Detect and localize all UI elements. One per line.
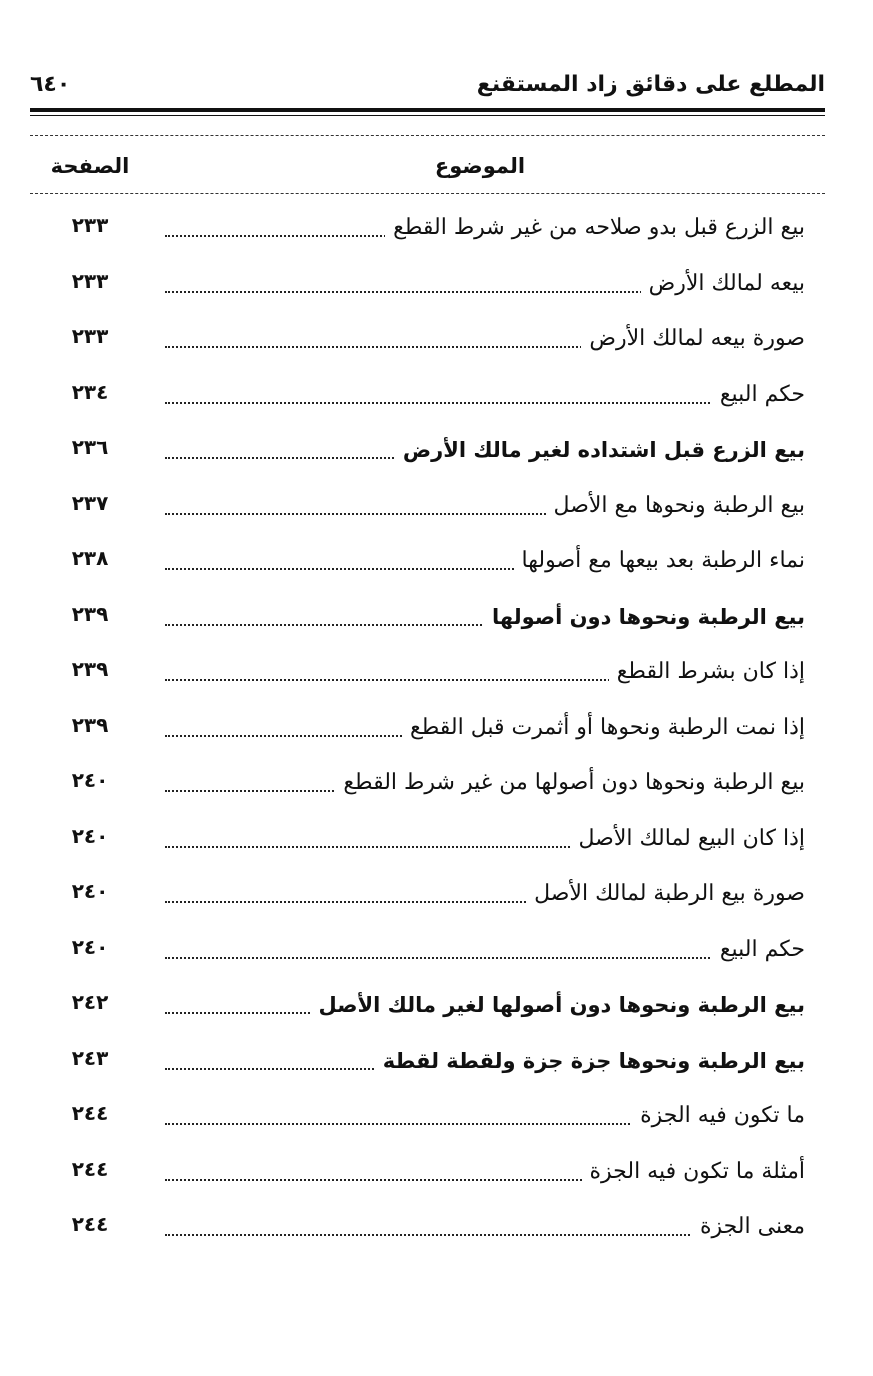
toc-entry-page: ٢٣٦: [71, 435, 109, 459]
dashed-rule-bottom: [30, 193, 825, 194]
toc-entry-heading: [30, 985, 805, 1041]
toc-entry: [30, 264, 805, 320]
toc-entry-page: ٢٤٤: [71, 1156, 109, 1181]
toc-entry-page: ٢٣٣: [71, 324, 109, 348]
toc-entry: [30, 652, 805, 708]
toc-entry-title: أمثلة ما تكون فيه الجزة: [582, 1152, 806, 1192]
toc-entry-page: ٢٤٣: [71, 1045, 109, 1070]
toc-entry-title: بيع الزرع قبل بدو صلاحه من غير شرط القطع: [385, 208, 805, 248]
running-header: [30, 68, 825, 104]
toc-entry-title: معنى الجزة: [692, 1207, 805, 1247]
toc-entry-page: ٢٣٨: [71, 546, 109, 570]
toc-entry: [30, 708, 805, 764]
header-rule-thick: [30, 108, 825, 112]
toc-entry-title: صورة بيعه لمالك الأرض: [581, 319, 805, 359]
toc-entry-page: ٢٤٤: [71, 1212, 109, 1236]
dashed-rule-top: [30, 135, 825, 136]
toc-entry-title: بيع الرطبة ونحوها جزة جزة ولقطة لقطة: [375, 1041, 805, 1081]
column-heading-page: الصفحة: [50, 154, 130, 178]
toc-entry: [30, 541, 805, 597]
toc-entry: [30, 1152, 805, 1208]
toc-entry: [30, 319, 805, 375]
toc-entry-page: ٢٣٧: [71, 490, 109, 515]
toc-entry-title: إذا نمت الرطبة ونحوها أو أثمرت قبل القطع: [402, 708, 805, 748]
toc-entry-title: إذا كان البيع لمالك الأصل: [571, 819, 806, 859]
toc-entry-title: نماء الرطبة بعد بيعها مع أصولها: [514, 541, 805, 581]
toc-entry-title: إذا كان بشرط القطع: [609, 652, 805, 692]
dot-leader: [165, 402, 805, 404]
toc-entry-page: ٢٤٢: [71, 990, 109, 1014]
toc-entry-title: بيع الرطبة ونحوها دون أصولها: [484, 597, 805, 637]
table-of-contents: [30, 208, 805, 1263]
page-number: ٦٤٠: [30, 72, 71, 97]
toc-entry-heading: [30, 1041, 805, 1097]
toc-entry-title: بيع الرطبة ونحوها مع الأصل: [546, 486, 805, 526]
toc-entry: [30, 763, 805, 819]
running-title: المطلع على دقائق زاد المستقنع: [476, 72, 825, 97]
toc-entry-page: ٢٤٤: [71, 1101, 109, 1125]
toc-entry-heading: [30, 430, 805, 486]
toc-entry-page: ٢٤٠: [71, 768, 109, 792]
toc-entry: [30, 1096, 805, 1152]
toc-entry-page: ٢٣٣: [71, 268, 109, 293]
toc-entry-title: بيعه لمالك الأرض: [641, 264, 805, 304]
toc-entry-page: ٢٣٤: [71, 379, 109, 404]
toc-entry: [30, 375, 805, 431]
toc-entry-page: ٢٤٠: [71, 934, 109, 959]
toc-entry-title: بيع الرطبة ونحوها دون أصولها من غير شرط القطع: [335, 763, 805, 803]
toc-entry-title: بيع الرطبة ونحوها دون أصولها لغير مالك الأصل: [310, 985, 805, 1025]
toc-entry-title: حكم البيع: [712, 375, 805, 415]
toc-entry-title: حكم البيع: [712, 930, 805, 970]
toc-entry: [30, 819, 805, 875]
toc-entry-title: بيع الزرع قبل اشتداده لغير مالك الأرض: [395, 430, 805, 470]
toc-entry-page: ٢٣٩: [71, 601, 109, 626]
toc-entry-page: ٢٣٩: [71, 712, 109, 737]
toc-entry-page: ٢٣٩: [71, 657, 109, 681]
toc-entry-page: ٢٤٠: [71, 823, 109, 848]
toc-entry: [30, 208, 805, 264]
toc-entry: [30, 930, 805, 986]
dot-leader: [165, 957, 805, 959]
header-rule-thin: [30, 115, 825, 116]
toc-entry: [30, 874, 805, 930]
column-heading-topic: الموضوع: [434, 154, 526, 178]
toc-entry-heading: [30, 597, 805, 653]
toc-entry-title: ما تكون فيه الجزة: [632, 1096, 805, 1136]
toc-entry: [30, 1207, 805, 1263]
toc-entry-page: ٢٤٠: [71, 879, 109, 903]
toc-entry: [30, 486, 805, 542]
toc-entry-title: صورة بيع الرطبة لمالك الأصل: [526, 874, 805, 914]
toc-entry-page: ٢٣٣: [71, 213, 109, 237]
